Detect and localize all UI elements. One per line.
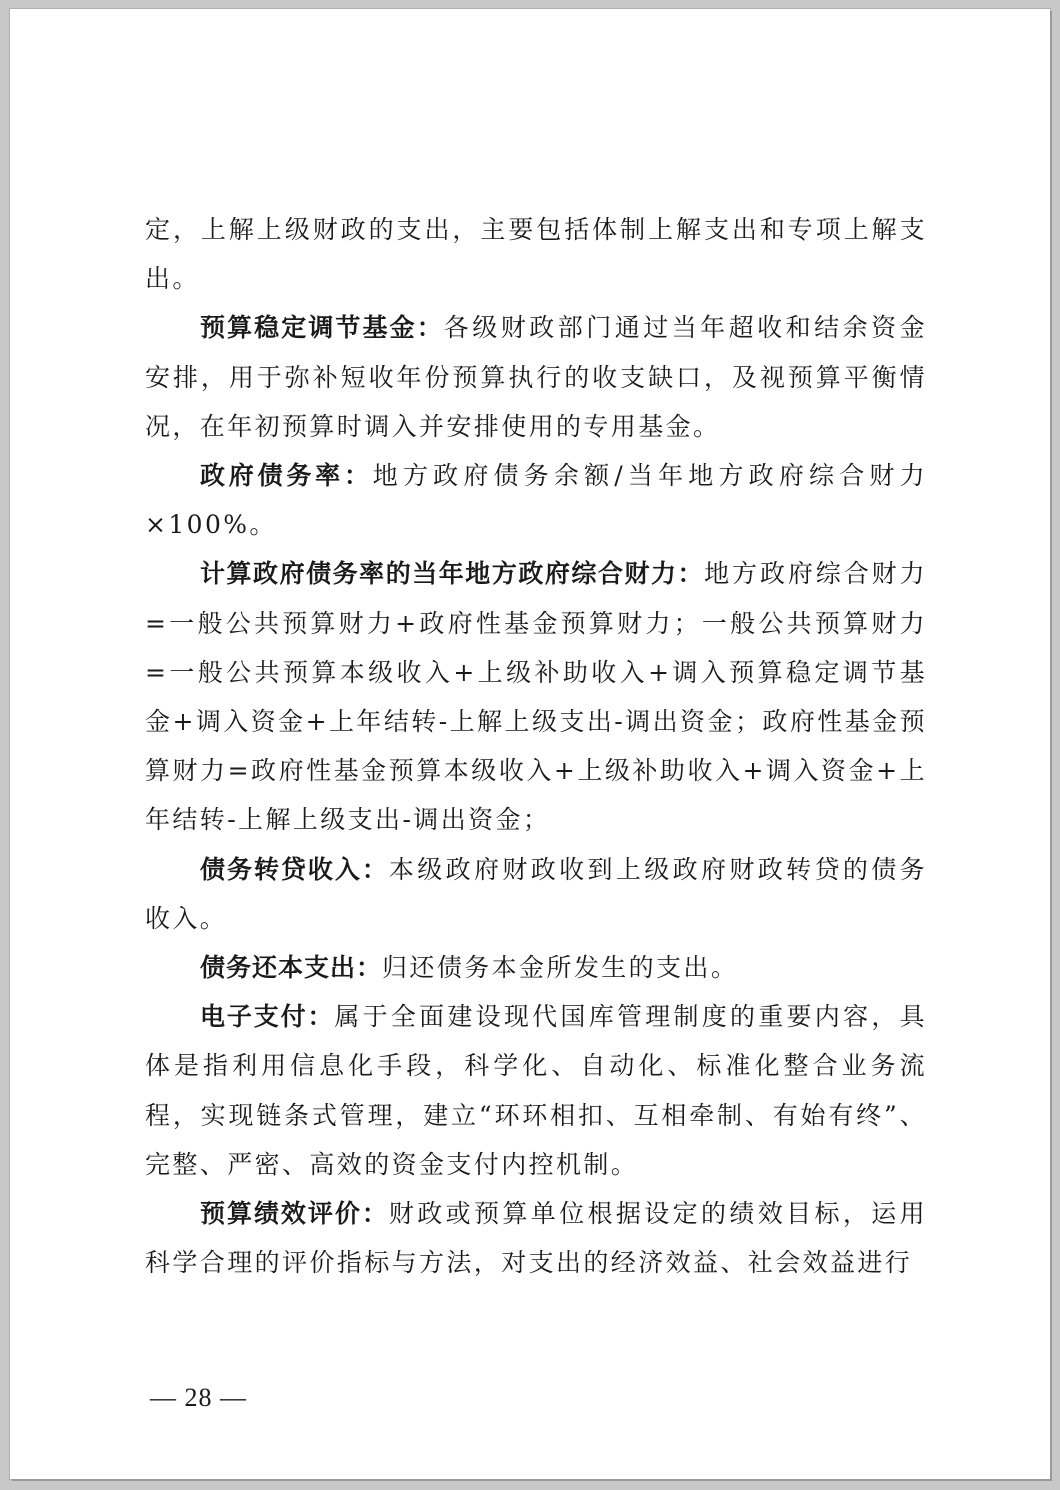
paragraph-electronic-payment [145, 992, 927, 1189]
paragraph-comprehensive-fiscal-capacity [145, 549, 927, 844]
paragraph-debt-principal-repayment [145, 943, 927, 992]
paragraph-text: 各级财政部门通过当年超收和结余资金安排，用于弥补短收年份预算执行的收支缺口，及视预算平衡情况，在年初预算时调入并安排使用的专用基金。 [145, 313, 927, 441]
document-body [145, 205, 927, 1287]
paragraph-text: 属于全面建设现代国库管理制度的重要内容，具体是指利用信息化手段，科学化、自动化、标准化整合业务流程，实现链条式管理，建立“环环相扣、互相牵制、有始有终”、完整、严密、高效的资金支付内控机制。 [145, 1002, 927, 1179]
page-number: — 28 — [150, 1383, 247, 1412]
paragraph-text: 归还债务本金所发生的支出。 [382, 953, 739, 983]
paragraph-performance-evaluation [145, 1189, 927, 1287]
term-label: 债务还本支出： [200, 953, 383, 983]
paragraph-text: 本级政府财政收到上级政府财政转贷的债务收入。 [145, 854, 927, 933]
document-page [10, 9, 1050, 1479]
paragraph-text: 地方政府债务余额/当年地方政府综合财力×100%。 [145, 461, 927, 540]
term-label: 政府债务率： [200, 461, 373, 491]
paragraph-text: 定，上解上级财政的支出，主要包括体制上解支出和专项上解支出。 [145, 215, 927, 294]
paragraph-debt-ratio [145, 451, 927, 549]
term-label: 预算稳定调节基金： [200, 313, 444, 343]
term-label: 预算绩效评价： [200, 1199, 389, 1229]
paragraph-text: 地方政府综合财力=一般公共预算财力+政府性基金预算财力；一般公共预算财力=一般公共预算本级收入+上级补助收入+调入预算稳定调节基金+调入资金+上年结转-上解上级支出-调出资金；政府性基金预算财力=政府性基金预算本级收入+上级补助收入+调入资金+上年结转-上解上级支出-调出资金； [145, 559, 927, 835]
paragraph-budget-stabilization-fund [145, 303, 927, 451]
paragraph-debt-onlending-revenue [145, 845, 927, 943]
term-label: 电子支付： [200, 1002, 335, 1032]
term-label: 债务转贷收入： [200, 854, 389, 884]
paragraph-continuation [145, 205, 927, 303]
paragraph-text: 财政或预算单位根据设定的绩效目标，运用科学合理的评价指标与方法，对支出的经济效益、社会效益进行 [145, 1199, 927, 1278]
term-label: 计算政府债务率的当年地方政府综合财力： [200, 559, 705, 589]
